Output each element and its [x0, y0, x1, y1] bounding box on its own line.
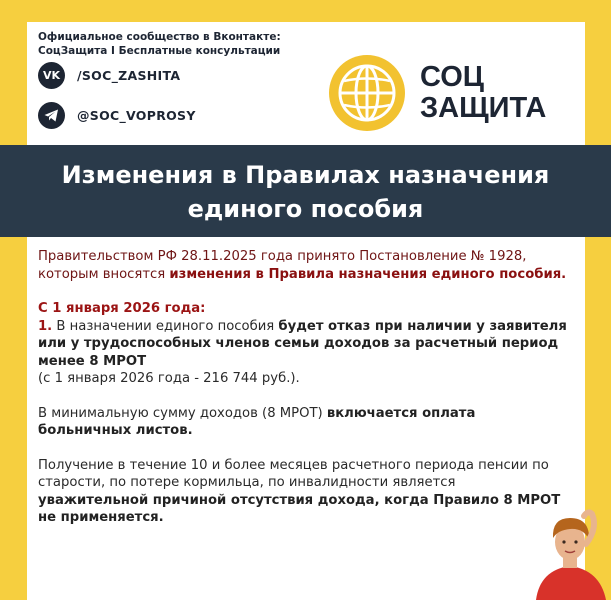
vk-link[interactable]: [38, 62, 180, 89]
telegram-handle: @SOC_VOPROSY: [77, 108, 196, 123]
intro-highlight: изменения в Правила назначения единого пособия.: [169, 266, 567, 282]
title-banner: [0, 145, 611, 237]
rule-block: [38, 300, 568, 388]
pension-paragraph: [38, 457, 568, 527]
article-body: [38, 248, 568, 544]
globe-logo-icon: [328, 54, 406, 132]
pension-text: Получение в течение 10 и более месяцев расчетного периода пенсии по старости, по потере кормильца, по инвалидности является: [38, 457, 549, 490]
rule-heading: С 1 января 2026 года:: [38, 301, 206, 316]
pension-highlight: уважительной причиной отсутствия дохода, когда Правило 8 МРОТ не применяется.: [38, 492, 561, 525]
minimum-text: В минимальную сумму доходов (8 МРОТ): [38, 405, 327, 421]
rule-amount: (с 1 января 2026 года - 216 744 руб.).: [38, 371, 300, 386]
intro-text: Правительством РФ 28.11.2025 года принято Постановление № 1928, которым вносятся: [38, 249, 527, 282]
logo: [328, 54, 546, 132]
logo-text: [420, 62, 546, 124]
intro-paragraph: [38, 248, 568, 283]
rule-item: [38, 318, 568, 371]
woman-illustration: [530, 508, 611, 600]
title-line-1: Изменения в Правилах назначения: [61, 161, 550, 189]
logo-line-1: СОЦ: [420, 61, 484, 93]
community-line-2: СоцЗащита I Бесплатные консультации: [38, 45, 281, 57]
telegram-link[interactable]: [38, 102, 196, 129]
rule-highlight: будет отказ при наличии у заявителя или у трудоспособных членов семьи доходов за расчетный период менее 8 МРОТ: [38, 318, 567, 369]
rule-number: 1.: [38, 318, 53, 334]
minimum-paragraph: [38, 405, 568, 440]
logo-line-2: ЗАЩИТА: [420, 92, 547, 124]
rule-text: В назначении единого пособия: [52, 318, 279, 334]
telegram-icon: [38, 102, 65, 129]
community-line-1: Официальное сообщество в Вконтакте:: [38, 31, 281, 43]
minimum-highlight: включается оплата больничных листов.: [38, 405, 476, 438]
vk-icon: VK: [38, 62, 65, 89]
community-caption: [38, 30, 281, 58]
vk-handle: /SOC_ZASHITA: [77, 68, 181, 83]
title-line-2: единого пособия: [187, 195, 424, 223]
